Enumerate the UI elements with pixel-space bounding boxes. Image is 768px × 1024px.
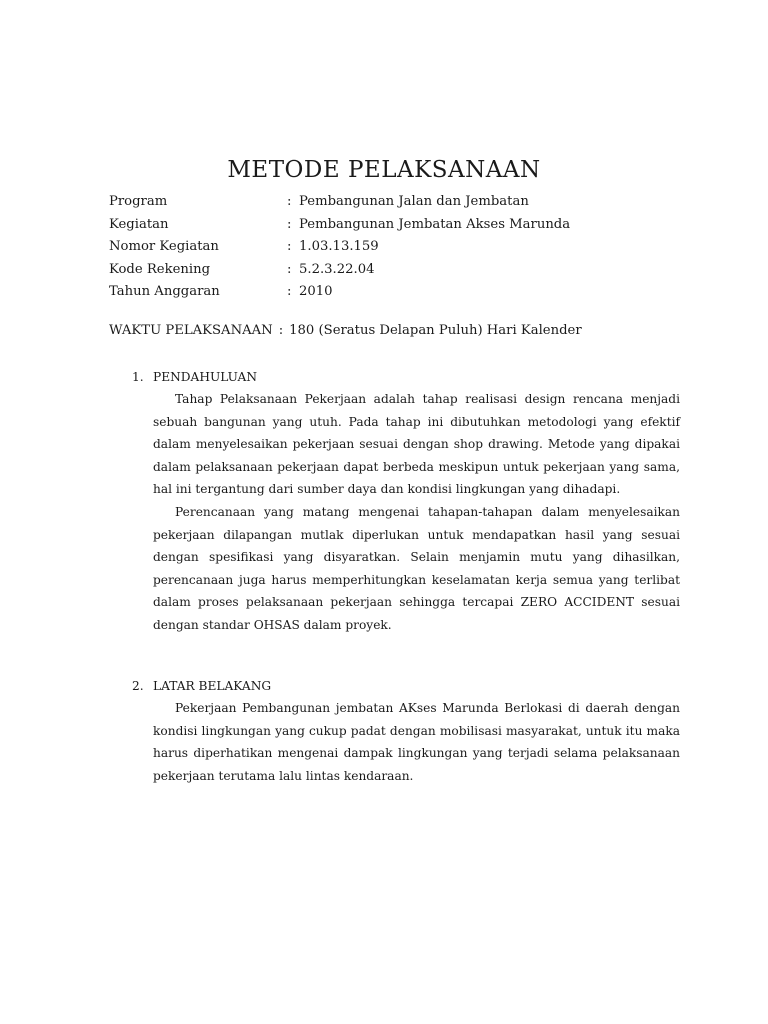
section-pendahuluan — [132, 366, 680, 637]
section-body — [153, 697, 680, 787]
info-label: Program — [109, 194, 168, 209]
waktu-label: WAKTU PELAKSANAAN — [109, 323, 273, 338]
section-title: PENDAHULUAN — [153, 370, 258, 384]
section-number: 1. — [132, 370, 144, 384]
waktu-value: 180 (Seratus Delapan Puluh) Hari Kalender — [289, 323, 582, 338]
info-label: Tahun Anggaran — [109, 284, 220, 299]
info-value: Pembangunan Jembatan Akses Marunda — [299, 216, 571, 232]
info-label: Nomor Kegiatan — [109, 239, 219, 254]
info-colon: : — [287, 194, 292, 209]
info-colon: : — [287, 284, 292, 299]
info-colon: : — [287, 216, 292, 232]
paragraph: Tahap Pelaksanaan Pekerjaan adalah tahap realisasi design rencana menjadi sebuah bangunan yang utuh. Pada tahap ini dibutuhkan metodologi yang efektif dalam menyelesaikan pekerjaan sesuai dengan shop drawing. Metode yang dipakai dalam pelaksanaan pekerjaan dapat berbeda meskipun untuk pekerjaan yang sama, hal ini tergantung dari sumber daya dan kondisi lingkungan yang dihadapi. — [153, 392, 680, 497]
section-latar-belakang — [132, 675, 680, 787]
info-colon: : — [287, 261, 292, 277]
paragraph: Pekerjaan Pembangunan jembatan AKses Marunda Berlokasi di daerah dengan kondisi lingkungan yang cukup padat dengan mobilisasi masyarakat, untuk itu maka harus diperhatikan mengenai dampak lingkungan yang terjadi selama pelaksanaan pekerjaan terutama lalu lintas kendaraan. — [153, 701, 680, 783]
info-colon: : — [287, 239, 292, 254]
info-row-kegiatan — [109, 214, 570, 237]
info-label: Kode Rekening — [109, 261, 211, 277]
paragraph: Perencanaan yang matang mengenai tahapan-tahapan dalam menyelesaikan pekerjaan dilapangan mutlak diperlukan untuk mendapatkan hasil yang sesuai dengan spesifikasi yang disyaratkan. Selain menjamin mutu yang dihasilkan, perencanaan juga harus memperhitungkan keselamatan kerja semua yang terlibat dalam proses pelaksanaan pekerjaan sehingga tercapai ZERO ACCIDENT sesuai dengan standar OHSAS dalam proyek. — [153, 504, 680, 632]
info-row-kode-rekening — [109, 259, 570, 282]
document-title: METODE PELAKSANAAN — [227, 157, 541, 183]
info-value: Pembangunan Jalan dan Jembatan — [299, 194, 529, 209]
info-value: 2010 — [299, 284, 333, 299]
section-title: LATAR BELAKANG — [153, 679, 272, 693]
section-number: 2. — [132, 679, 144, 693]
info-value: 1.03.13.159 — [299, 239, 379, 254]
section-body — [153, 388, 680, 637]
section-heading — [132, 366, 680, 388]
info-label: Kegiatan — [109, 216, 169, 232]
info-row-tahun-anggaran — [109, 281, 570, 304]
waktu-pelaksanaan — [109, 323, 582, 338]
info-row-program — [109, 191, 570, 214]
section-heading — [132, 675, 680, 697]
info-value: 5.2.3.22.04 — [299, 261, 375, 277]
project-info-table — [109, 191, 570, 304]
info-row-nomor-kegiatan — [109, 236, 570, 259]
waktu-colon: : — [278, 323, 284, 338]
